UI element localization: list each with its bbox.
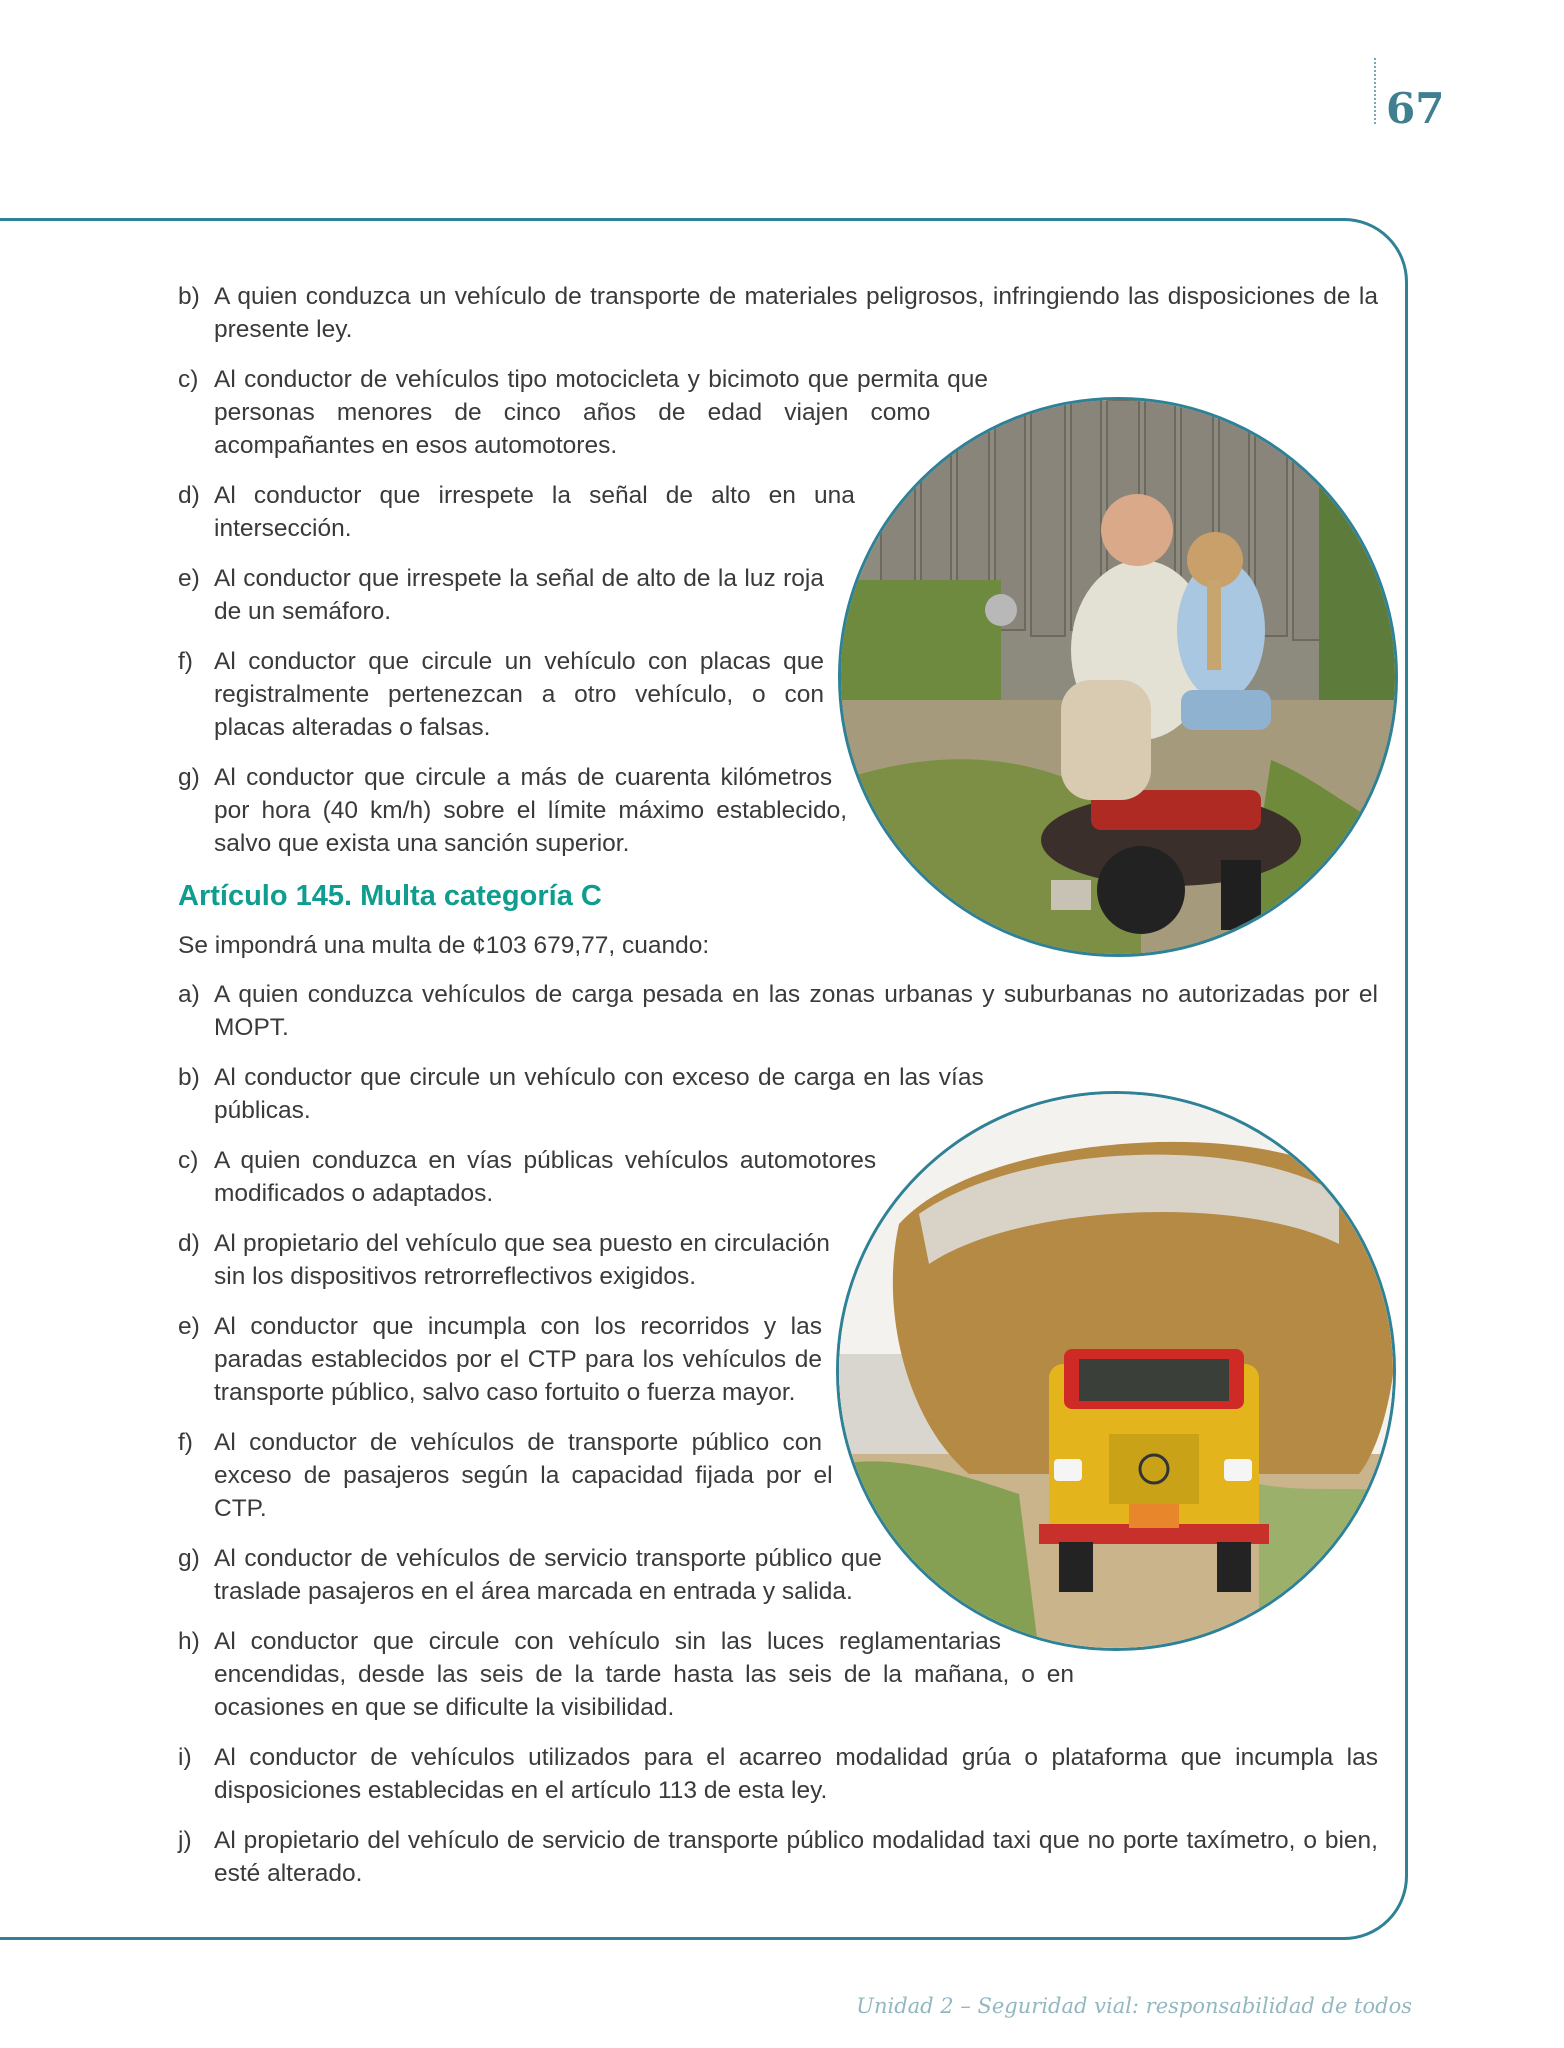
- list-item-e: [178, 562, 1378, 628]
- list-item-text: Al propietario del vehículo que sea puesto en circulación sin los dispositivos retrorreflectivos exigidos.: [214, 1230, 830, 1290]
- list-item-letter: f): [178, 1429, 193, 1456]
- list-item-text: Al conductor de vehículos de transporte público con exceso de pasajeros según la capacidad fijada por el CTP.: [214, 1429, 833, 1522]
- list-item-f: [178, 1426, 1378, 1525]
- list-item-text: A quien conduzca un vehículo de transporte de materiales peligrosos, infringiendo las disposiciones de la presente ley.: [214, 283, 1378, 343]
- footer-unit-title: Unidad 2 – Seguridad vial: responsabilidad de todos: [856, 1994, 1412, 2018]
- list-item-letter: f): [178, 648, 193, 675]
- list-item-letter: g): [178, 764, 200, 791]
- article-heading: Artículo 145. Multa categoría C: [178, 880, 602, 912]
- list-item-text: Al conductor de vehículos de servicio transporte público que traslade pasajeros en el área marcada en entrada y salida.: [214, 1545, 882, 1605]
- list-item-text: Al conductor de vehículos tipo motocicleta y bicimoto que permita que personas menores de cinco años de edad viajen como acompañantes en esos automotores.: [214, 366, 988, 459]
- list-item-text: Al conductor de vehículos utilizados para el acarreo modalidad grúa o plataforma que incumpla las disposiciones establecidas en el artículo 113 de esta ley.: [214, 1744, 1378, 1804]
- list-item-text: Al conductor que incumpla con los recorridos y las paradas establecidos por el CTP para los vehículos de transporte público, salvo caso fortuito o fuerza mayor.: [214, 1313, 822, 1406]
- list-item-j: [178, 1824, 1378, 1890]
- list-item-letter: i): [178, 1744, 192, 1771]
- list-item-letter: g): [178, 1545, 200, 1572]
- list-item-c: [178, 1144, 1378, 1210]
- list-item-text: Al conductor que circule un vehículo con placas que registralmente pertenezcan a otro vehículo, o con placas alteradas o falsas.: [214, 648, 824, 741]
- page-number: 67: [1386, 84, 1445, 133]
- list-item-letter: e): [178, 565, 200, 592]
- list-item-d: [178, 479, 1378, 545]
- list-item-i: [178, 1741, 1378, 1807]
- list-item-a: [178, 978, 1378, 1044]
- list-item-c: [178, 363, 1378, 462]
- list-item-g: [178, 761, 1378, 860]
- list-item-text: A quien conduzca en vías públicas vehículos automotores modificados o adaptados.: [214, 1147, 877, 1207]
- list-item-text: Al conductor que circule con vehículo sin las luces reglamentarias encendidas, desde las seis de la tarde hasta las seis de la mañana, o en ocasiones en que se dificulte la visibilidad.: [214, 1628, 1074, 1721]
- list-item-letter: c): [178, 1147, 199, 1174]
- list-item-b: [178, 1061, 1378, 1127]
- list-item-g: [178, 1542, 1378, 1608]
- list-item-letter: c): [178, 366, 199, 393]
- list-item-text: Al conductor que circule a más de cuarenta kilómetros por hora (40 km/h) sobre el límite máximo establecido, salvo que exista una sanción superior.: [214, 764, 847, 857]
- list-item-e: [178, 1310, 1378, 1409]
- page-content: [178, 280, 1378, 1907]
- list-item-text: A quien conduzca vehículos de carga pesada en las zonas urbanas y suburbanas no autorizadas por el MOPT.: [214, 981, 1378, 1041]
- list-item-letter: d): [178, 1230, 200, 1257]
- list-item-text: Al conductor que circule un vehículo con exceso de carga en las vías públicas.: [214, 1064, 984, 1124]
- list-item-h: [178, 1625, 1074, 1724]
- list-item-text: Al conductor que irrespete la señal de alto de la luz roja de un semáforo.: [214, 565, 824, 625]
- list-item-letter: j): [178, 1827, 192, 1854]
- list-item-letter: h): [178, 1628, 200, 1655]
- list-item-letter: b): [178, 1064, 200, 1091]
- list-item-letter: b): [178, 283, 200, 310]
- list-item-letter: d): [178, 482, 200, 509]
- page-number-divider: [1374, 58, 1376, 124]
- list-item-d: [178, 1227, 1378, 1293]
- list-item-text: Al conductor que irrespete la señal de alto en una intersección.: [214, 482, 855, 542]
- list-item-letter: e): [178, 1313, 200, 1340]
- list-item-text: Al propietario del vehículo de servicio de transporte público modalidad taxi que no porte taxímetro, o bien, esté alterado.: [214, 1827, 1378, 1887]
- list-item-letter: a): [178, 981, 200, 1008]
- article-intro: Se impondrá una multa de ¢103 679,77, cuando:: [178, 932, 710, 959]
- list-item-b: [178, 280, 1378, 346]
- list-item-f: [178, 645, 1378, 744]
